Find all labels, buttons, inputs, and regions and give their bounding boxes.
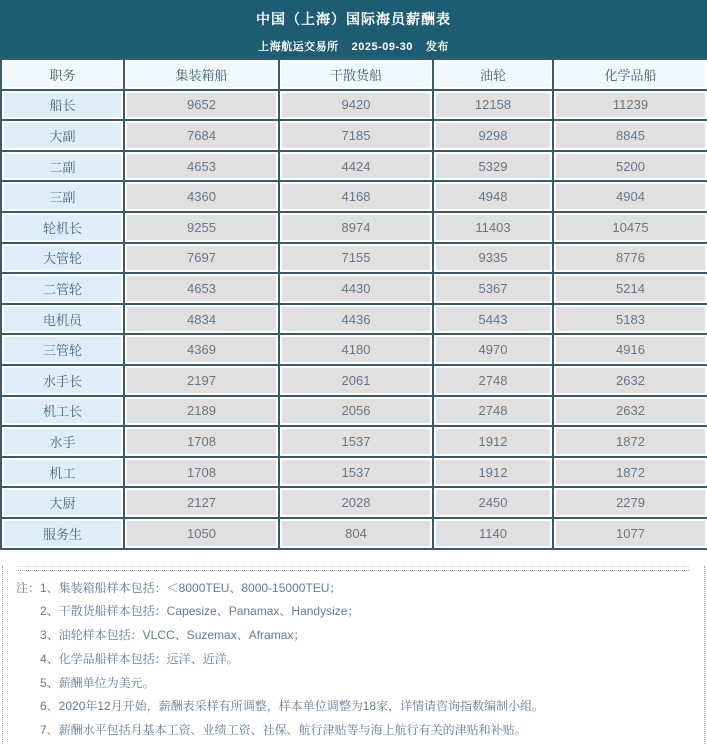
- position-cell: 大厨: [1, 487, 124, 518]
- salary-value-cell: 4430: [279, 273, 433, 304]
- position-cell: 三副: [1, 181, 124, 212]
- salary-value-cell: 10475: [553, 212, 707, 243]
- salary-value-cell: 1077: [553, 518, 707, 549]
- salary-value-cell: 11403: [433, 212, 553, 243]
- salary-value-cell: 2748: [433, 365, 553, 396]
- salary-value-cell: 12158: [433, 90, 553, 121]
- position-cell: 水手长: [1, 365, 124, 396]
- salary-value-cell: 2127: [124, 487, 279, 518]
- salary-value-cell: 5443: [433, 304, 553, 335]
- dotted-divider-light: [18, 566, 689, 567]
- salary-value-cell: 9420: [279, 90, 433, 121]
- salary-value-cell: 2056: [279, 396, 433, 427]
- salary-value-cell: 8974: [279, 212, 433, 243]
- publisher-name: 上海航运交易所: [258, 41, 339, 53]
- position-cell: 二管轮: [1, 273, 124, 304]
- table-row: [1, 181, 707, 212]
- position-cell: 机工: [1, 457, 124, 488]
- salary-value-cell: 2028: [279, 487, 433, 518]
- position-cell: 二副: [1, 151, 124, 182]
- salary-table: [0, 58, 707, 550]
- salary-value-cell: 1708: [124, 426, 279, 457]
- note-line: 2、干散货船样本包括：Capesize、Panamax、Handysize；: [40, 604, 360, 619]
- position-cell: 大副: [1, 120, 124, 151]
- table-row: [1, 426, 707, 457]
- publish-info: [0, 38, 707, 54]
- table-row: [1, 334, 707, 365]
- salary-value-cell: 5200: [553, 151, 707, 182]
- salary-value-cell: 4834: [124, 304, 279, 335]
- column-header: 职务: [1, 59, 124, 90]
- page-header: [0, 0, 707, 58]
- salary-value-cell: 11239: [553, 90, 707, 121]
- table-row: [1, 365, 707, 396]
- salary-value-cell: 1140: [433, 518, 553, 549]
- salary-value-cell: 8845: [553, 120, 707, 151]
- salary-value-cell: 4424: [279, 151, 433, 182]
- table-row: [1, 304, 707, 335]
- salary-value-cell: 2450: [433, 487, 553, 518]
- salary-value-cell: 5367: [433, 273, 553, 304]
- salary-value-cell: 1050: [124, 518, 279, 549]
- note-line: 3、油轮样本包括：VLCC、Suzemax、Aframax；: [40, 628, 306, 643]
- notes-list: [3, 571, 704, 744]
- salary-value-cell: 5214: [553, 273, 707, 304]
- salary-value-cell: 2189: [124, 396, 279, 427]
- publish-label: 发布: [425, 41, 449, 53]
- salary-value-cell: 2061: [279, 365, 433, 396]
- salary-value-cell: 804: [279, 518, 433, 549]
- salary-value-cell: 9255: [124, 212, 279, 243]
- salary-value-cell: 4970: [433, 334, 553, 365]
- publish-date: 2025-09-30: [351, 41, 413, 53]
- salary-value-cell: 1872: [553, 426, 707, 457]
- salary-value-cell: 2197: [124, 365, 279, 396]
- column-header: 集装箱船: [124, 59, 279, 90]
- column-header: 化学品船: [553, 59, 707, 90]
- salary-value-cell: 2279: [553, 487, 707, 518]
- salary-value-cell: 1912: [433, 457, 553, 488]
- column-header: 油轮: [433, 59, 553, 90]
- salary-value-cell: 7684: [124, 120, 279, 151]
- salary-value-cell: 7185: [279, 120, 433, 151]
- salary-value-cell: 1708: [124, 457, 279, 488]
- salary-value-cell: 7697: [124, 243, 279, 274]
- salary-value-cell: 4369: [124, 334, 279, 365]
- salary-value-cell: 4653: [124, 273, 279, 304]
- salary-value-cell: 5183: [553, 304, 707, 335]
- table-row: [1, 212, 707, 243]
- position-cell: 船长: [1, 90, 124, 121]
- salary-value-cell: 4360: [124, 181, 279, 212]
- table-row: [1, 120, 707, 151]
- salary-value-cell: 5329: [433, 151, 553, 182]
- note-line: 5、薪酬单位为美元。: [40, 675, 155, 690]
- table-row: [1, 243, 707, 274]
- position-cell: 电机员: [1, 304, 124, 335]
- salary-value-cell: 2748: [433, 396, 553, 427]
- notes-section: [2, 566, 705, 745]
- salary-value-cell: 4904: [553, 181, 707, 212]
- position-cell: 大管轮: [1, 243, 124, 274]
- page-title: 中国（上海）国际海员薪酬表: [256, 11, 451, 27]
- note-line: 6、2020年12月开始，薪酬表采样有所调整，样本单位调整为18家，详情请咨询指数编制小组。: [40, 699, 545, 714]
- table-body: [1, 90, 707, 549]
- notes-prefix: 注：: [16, 580, 41, 595]
- salary-value-cell: 9298: [433, 120, 553, 151]
- salary-value-cell: 1872: [553, 457, 707, 488]
- table-row: [1, 90, 707, 121]
- note-line: 7、薪酬水平包括月基本工资、业绩工资、社保、航行津贴等与海上航行有关的津贴和补贴。: [40, 723, 527, 738]
- table-row: [1, 457, 707, 488]
- column-header: 干散货船: [279, 59, 433, 90]
- salary-value-cell: 8776: [553, 243, 707, 274]
- table-header-row: [1, 59, 707, 90]
- salary-value-cell: 4653: [124, 151, 279, 182]
- position-cell: 服务生: [1, 518, 124, 549]
- salary-value-cell: 2632: [553, 365, 707, 396]
- salary-value-cell: 2632: [553, 396, 707, 427]
- salary-value-cell: 1537: [279, 426, 433, 457]
- position-cell: 水手: [1, 426, 124, 457]
- salary-value-cell: 4168: [279, 181, 433, 212]
- position-cell: 三管轮: [1, 334, 124, 365]
- salary-value-cell: 1912: [433, 426, 553, 457]
- position-cell: 轮机长: [1, 212, 124, 243]
- salary-value-cell: 4948: [433, 181, 553, 212]
- salary-value-cell: 9335: [433, 243, 553, 274]
- table-row: [1, 487, 707, 518]
- salary-value-cell: 9652: [124, 90, 279, 121]
- table-row: [1, 273, 707, 304]
- salary-value-cell: 7155: [279, 243, 433, 274]
- table-row: [1, 151, 707, 182]
- salary-value-cell: 4436: [279, 304, 433, 335]
- note-line: 4、化学品船样本包括：远洋、近洋。: [40, 651, 239, 666]
- note-line: 1、集装箱船样本包括：＜8000TEU、8000-15000TEU；: [40, 580, 342, 595]
- salary-value-cell: 4180: [279, 334, 433, 365]
- salary-value-cell: 1537: [279, 457, 433, 488]
- table-row: [1, 518, 707, 549]
- position-cell: 机工长: [1, 396, 124, 427]
- salary-value-cell: 4916: [553, 334, 707, 365]
- table-row: [1, 396, 707, 427]
